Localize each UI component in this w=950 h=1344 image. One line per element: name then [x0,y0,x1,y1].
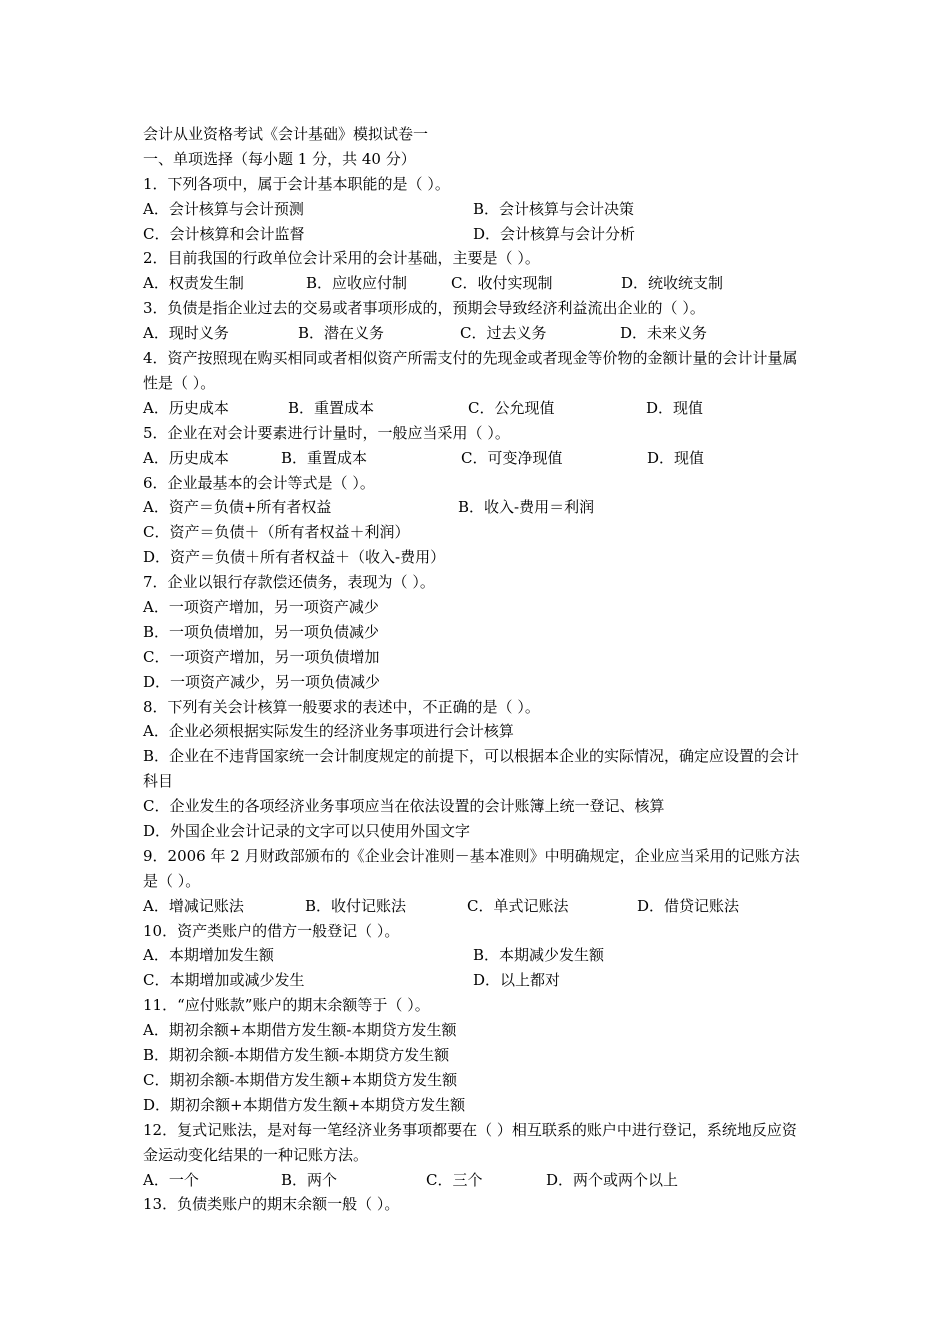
exam-content [143,122,808,1217]
option: B．收入-费用＝利润 [458,498,595,517]
option: A．企业必须根据实际发生的经济业务事项进行会计核算 [143,722,514,741]
option-row [143,271,808,296]
option: B．潜在义务 [298,324,385,343]
option: C．会计核算和会计监督 [143,224,305,243]
option-row [143,968,808,993]
option-row [143,446,808,471]
option: B．企业在不违背国家统一会计制度规定的前提下，可以根据本企业的实际情况，确定应设置的会计科目 [143,747,800,791]
option: D．现值 [646,398,704,417]
option: D．资产＝负债＋所有者权益＋（收入-费用） [143,548,446,567]
question-stem: 1．下列各项中，属于会计基本职能的是（ ）。 [143,174,450,193]
question-stem: 6．企业最基本的会计等式是（ ）。 [143,473,375,492]
option: A．历史成本 [143,398,229,417]
option: A．历史成本 [143,448,229,467]
option-row [143,1168,808,1193]
option: C．本期增加或减少发生 [143,971,305,990]
option: A．一个 [143,1170,199,1189]
option: B．期初余额-本期借方发生额-本期贷方发生额 [143,1046,450,1065]
option: A．权责发生制 [143,274,244,293]
section-heading: 一、单项选择（每小题 1 分，共 40 分） [143,149,416,168]
question-stem: 9．2006 年 2 月财政部颁布的《企业会计准则－基本准则》中明确规定，企业应当采用的记账方法是（ ）。 [143,846,800,890]
question-stem: 12．复式记账法，是对每一笔经济业务事项都要在（ ）相互联系的账户中进行登记，系统地反应资金运动变化结果的一种记账方法。 [143,1120,797,1164]
option: D．统收统支制 [621,274,724,293]
option: B．重置成本 [288,398,375,417]
option: A．资产＝负债+所有者权益 [143,498,332,517]
question-stem: 13．负债类账户的期末余额一般（ ）。 [143,1195,400,1214]
question-stem: 7．企业以银行存款偿还债务，表现为（ ）。 [143,573,435,592]
option: D．借贷记账法 [637,896,740,915]
document-title: 会计从业资格考试《会计基础》模拟试卷一 [143,125,429,143]
option: B．一项负债增加，另一项负债减少 [143,622,380,641]
option: B．两个 [281,1170,338,1189]
question-stem: 3．负债是指企业过去的交易或者事项形成的，预期会导致经济利益流出企业的（ ）。 [143,299,705,318]
option: A．增减记账法 [143,896,244,915]
question-stem: 5．企业在对会计要素进行计量时，一般应当采用（ ）。 [143,423,510,442]
option: C．可变净现值 [461,448,563,467]
option: C．一项资产增加，另一项负债增加 [143,647,380,666]
option: B．本期减少发生额 [473,946,605,965]
option-row [143,894,808,919]
option: B．收付记账法 [305,896,407,915]
option: A．现时义务 [143,324,229,343]
option: A．本期增加发生额 [143,946,274,965]
option: D．两个或两个以上 [546,1170,679,1189]
option-row [143,943,808,968]
option: D．一项资产减少，另一项负债减少 [143,672,381,691]
option: D．期初余额+本期借方发生额+本期贷方发生额 [143,1095,466,1114]
option: C．单式记账法 [467,896,569,915]
option: D．现值 [647,448,705,467]
question-stem: 4．资产按照现在购买相同或者相似资产所需支付的先现金或者现金等价物的金额计量的会计计量属性是（ ）。 [143,349,798,392]
option: C．企业发生的各项经济业务事项应当在依法设置的会计账簿上统一登记、核算 [143,797,665,816]
option-row [143,197,808,222]
option: B．会计核算与会计决策 [473,199,635,218]
option: C．公允现值 [468,398,555,417]
option: B．应收应付制 [306,274,408,293]
question-stem: 10．资产类账户的借方一般登记（ ）。 [143,921,400,940]
option: D．以上都对 [473,971,561,990]
option: D．未来义务 [620,324,708,343]
option: C．期初余额-本期借方发生额+本期贷方发生额 [143,1070,458,1089]
option: C．资产＝负债＋（所有者权益＋利润） [143,523,410,542]
option-row [143,321,808,346]
option: D．外国企业会计记录的文字可以只使用外国文字 [143,822,471,840]
option: B．重置成本 [281,448,368,467]
option-row [143,222,808,247]
question-stem: 8．下列有关会计核算一般要求的表述中，不正确的是（ ）。 [143,697,540,716]
option: C．三个 [426,1170,483,1189]
question-stem: 11．“应付账款”账户的期末余额等于（ ）。 [143,996,430,1015]
option-row [143,396,808,421]
option: A．会计核算与会计预测 [143,199,304,218]
option: A．期初余额+本期借方发生额-本期贷方发生额 [143,1021,457,1040]
option: C．收付实现制 [451,274,553,293]
question-stem: 2．目前我国的行政单位会计采用的会计基础，主要是（ ）。 [143,249,540,268]
option-row [143,495,808,520]
option: A．一项资产增加，另一项资产减少 [143,597,379,616]
option: D．会计核算与会计分析 [473,224,636,243]
option: C．过去义务 [460,324,547,343]
